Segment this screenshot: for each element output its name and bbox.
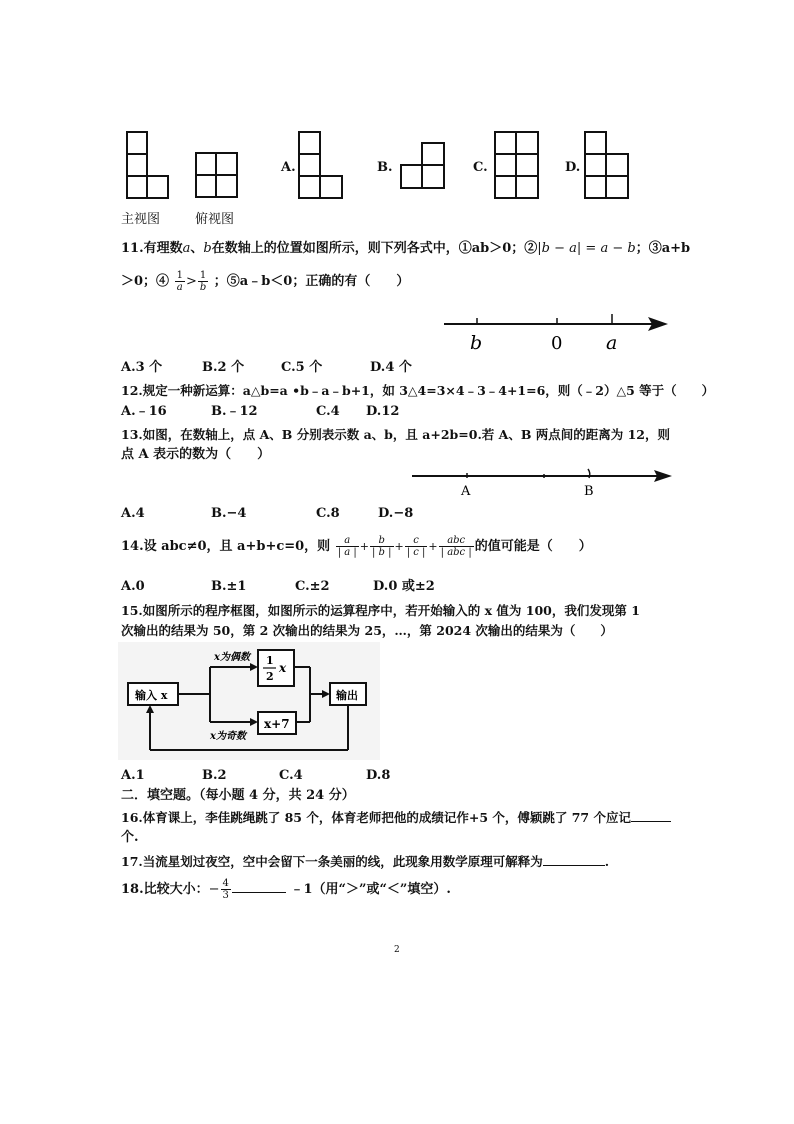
q11-axis-zero: 0 xyxy=(551,333,563,352)
q15-flowchart xyxy=(118,642,380,760)
q11-fraction-1-over-b: $\frac{1}{b}$ xyxy=(199,270,207,293)
q13-answer-a: A.4 xyxy=(121,506,145,521)
q12-answer-b: B.﹣12 xyxy=(211,404,258,419)
q12-answer-a: A.﹣16 xyxy=(121,404,167,419)
q11-axis-b: b xyxy=(470,332,483,352)
q17-line: 17.当流星划过夜空，空中会留下一条美丽的线，此现象用数学原理可解释为 . xyxy=(121,854,610,869)
q14-answer-c: C.±2 xyxy=(295,579,330,594)
q11-abs-expression: |b − a| = a − b xyxy=(537,241,636,256)
flow-half-numerator: 1 xyxy=(266,654,274,667)
q12-stem: 12.规定一种新运算：a△b=a •b﹣a﹣b+1，如 3△4=3×4﹣3﹣4+1=6，则（﹣2）△5 等于（ ） xyxy=(121,383,715,398)
q14-fraction-abc: $\frac{\text{abc}}{\text{| abc |}}$ xyxy=(440,535,472,558)
q17-answer-blank[interactable] xyxy=(543,853,605,866)
q18-fraction-4-3: $\frac{4}{3}$ xyxy=(222,878,229,901)
option-d-figure xyxy=(584,131,630,199)
flow-half-variable: x xyxy=(279,661,287,675)
q13-line2: 点 A 表示的数为（ ） xyxy=(121,447,271,462)
q11-answer-a: A.3 个 xyxy=(121,360,163,375)
option-b-figure xyxy=(400,142,446,190)
q13-answer-c: C.8 xyxy=(316,506,340,521)
q15-line2: 次输出的结果为 50，第 2 次输出的结果为 25，…，第 2024 次输出的结果为（ ） xyxy=(121,623,613,638)
q15-answer-c: C.4 xyxy=(279,768,303,783)
q14-stem: 14.设 abc≠0，且 a+b+c=0，则 $\frac{a}{| a |}$ + $\frac{b}{| b |}$ + $\frac{c}{| c |}$ + $\frac{\text{abc}}{\text{| abc |}}$ 的值可能是（ ） xyxy=(121,535,592,558)
q11-line1: 11.有理数a、b在数轴上的位置如图所示，则下列各式中，①ab＞0；②|b − a| = a − b；③a+b xyxy=(121,241,691,256)
q13-number-line xyxy=(412,463,674,499)
q13-axis-a: A xyxy=(461,484,471,499)
option-a-figure xyxy=(298,131,344,199)
q15-answer-b: B.2 xyxy=(202,768,227,783)
flow-input-text: 输入 x xyxy=(135,689,168,702)
q14-answer-a: A.0 xyxy=(121,579,145,594)
q14-fraction-b: $\frac{b}{| b |}$ xyxy=(372,535,392,558)
q12-answer-d: D.12 xyxy=(366,404,400,419)
q14-fraction-a: $\frac{a}{| a |}$ xyxy=(337,535,357,558)
q13-axis-b: B xyxy=(584,484,594,499)
top-view-label: 俯视图 xyxy=(195,212,235,227)
q13-line1: 13.如图，在数轴上，点 A、B 分别表示数 a、b，且 a+2b=0.若 A、B 两点间的距离为 12，则 xyxy=(121,427,671,442)
option-c-label: C. xyxy=(473,160,488,175)
front-view-label: 主视图 xyxy=(121,212,161,227)
option-c-figure xyxy=(494,131,540,199)
q14-fraction-c: $\frac{c}{| c |}$ xyxy=(406,535,426,558)
q11-number-line xyxy=(444,306,670,352)
front-view-figure xyxy=(126,131,170,199)
flow-even-label: x为偶数 xyxy=(214,652,250,663)
top-view-figure xyxy=(195,152,239,198)
q15-answer-a: A.1 xyxy=(121,768,145,783)
q11-answer-c: C.5 个 xyxy=(281,360,323,375)
option-a-label: A. xyxy=(281,160,296,175)
q14-answer-b: B.±1 xyxy=(211,579,247,594)
q14-answer-d: D.0 或±2 xyxy=(373,579,435,594)
q16-line2: 个. xyxy=(121,830,139,845)
section-2-heading: 二．填空题。（每小题 4 分，共 24 分） xyxy=(121,788,355,803)
page-number: 2 xyxy=(394,945,400,955)
q13-answer-d: D.−8 xyxy=(378,506,414,521)
q15-answer-d: D.8 xyxy=(366,768,391,783)
q15-line1: 15.如图所示的程序框图，如图所示的运算程序中，若开始输入的 x 值为 100，我们发现第 1 xyxy=(121,603,640,618)
option-d-label: D. xyxy=(565,160,581,175)
option-b-label: B. xyxy=(377,160,393,175)
q13-answer-b: B.−4 xyxy=(211,506,247,521)
flow-add-text: x+7 xyxy=(264,717,290,731)
q11-line2: ＞0；④ $\frac{1}{a}$ > $\frac{1}{b}$ ；⑤a﹣b＜0；正确的有（ ） xyxy=(121,270,410,293)
q11-answer-b: B.2 个 xyxy=(202,360,245,375)
q18-line: 18.比较大小：− $\frac{4}{3}$ ﹣1（用“＞”或“＜”填空）. xyxy=(121,878,451,901)
flow-odd-label: x为奇数 xyxy=(210,731,246,742)
flow-output-text: 输出 xyxy=(336,689,358,702)
q11-fraction-1-over-a: $\frac{1}{a}$ xyxy=(176,270,183,293)
flow-half-denominator: 2 xyxy=(266,670,274,683)
q16-answer-blank[interactable] xyxy=(631,809,671,822)
q16-line1: 16.体育课上，李佳跳绳跳了 85 个，体育老师把他的成绩记作+5 个，傅颖跳了 77 个应记 xyxy=(121,809,671,826)
q11-axis-a: a xyxy=(606,332,618,352)
q18-answer-blank[interactable] xyxy=(232,880,286,893)
q12-answer-c: C.4 xyxy=(316,404,340,419)
q11-answer-d: D.4 个 xyxy=(370,360,412,375)
